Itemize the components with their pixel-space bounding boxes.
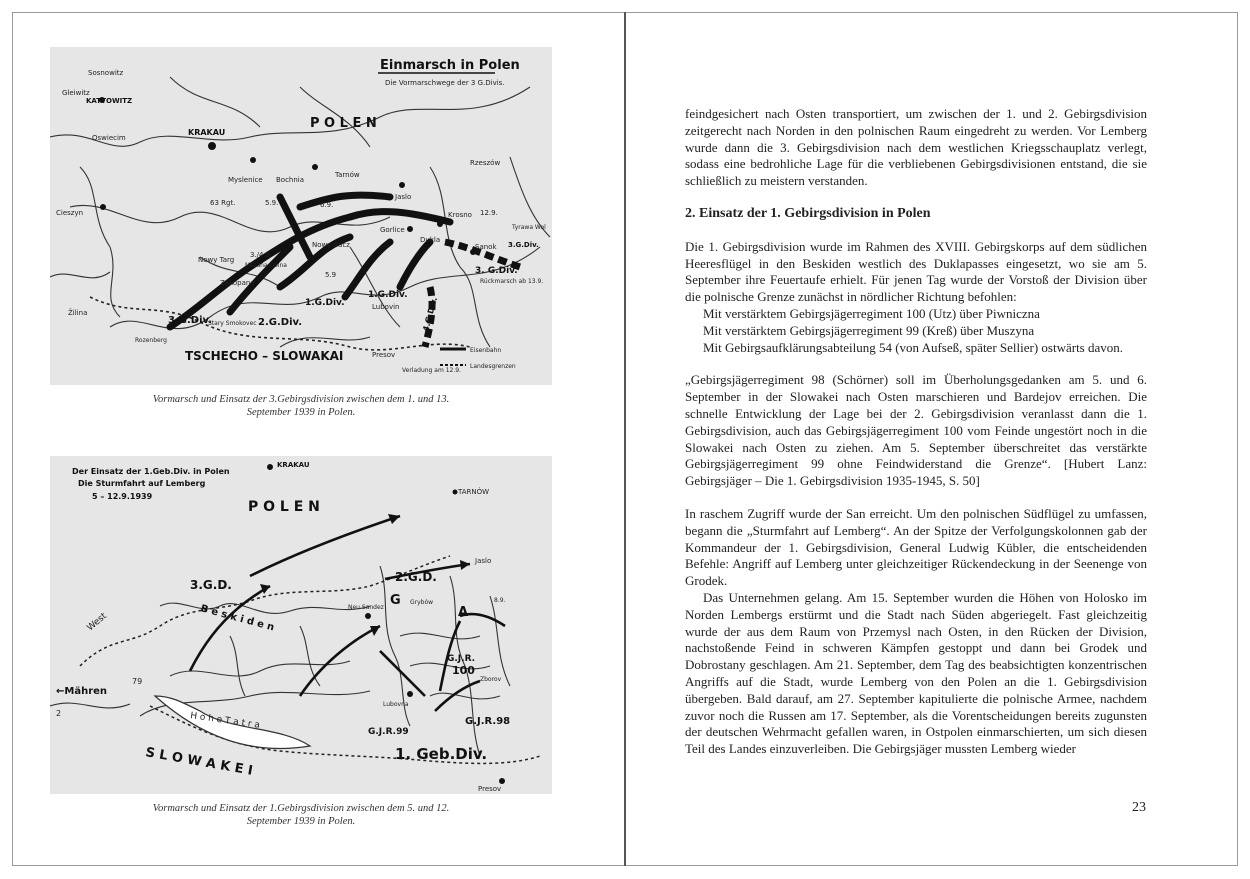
map1-label-rzeszow: Rzeszów [470, 159, 501, 167]
map1-label-bochnia: Bochnia [276, 176, 305, 184]
paragraph-san: In raschem Zugriff wurde der San erreicht. Um den polnischen Südflügel zu umfassen, begann die „Sturmfahrt auf Lemberg“. An der Spitze der Verfolgungskolonnen gab der Kommandeur der 1. Gebirgsdivision, General Ludwig Kübler, die entscheidenden Befehle: Angriff auf Lemberg unter gleichzeitiger Rückendeckung in der Seenenge von Grodek. [685, 505, 1147, 589]
map1-label-div1b: 1.G.Div. [368, 290, 408, 300]
section-heading: 2. Einsatz der 1. Gebirgsdivision in Polen [685, 205, 931, 221]
map1-label-oswiecim: Oswiecim [92, 134, 126, 142]
map1-label-jaslo: Jaslo [395, 193, 412, 201]
map1-legend-border: Landesgrenzen [470, 363, 516, 370]
map1-label-div1: 1.G.Div. [305, 298, 345, 308]
map1-label-date2: 6.9. [320, 201, 334, 209]
paragraph-continuation: feindgesichert nach Osten transportiert, um zwischen der 1. und 2. Gebirgsdivision zeitgerecht nach Norden in den polnischen Raum eingedreht zu werden. Vor Lemberg wurde dann die 3. Gebirgsdivision nach dem westlichen Kriegsschauplatz verlegt, sodass eine bedrohliche Lage für die verbliebenen Gebirgsdivisionen entstand, die sie schließlich zu meistern verstanden. [685, 106, 1147, 189]
map2-label-a: A [458, 605, 469, 620]
map2-label-grybow: Grybów [410, 599, 434, 606]
map2-label-gd2: 2.G.D. [395, 570, 437, 584]
map1-label-date1: 5.9. [265, 199, 279, 207]
map2-drawing [50, 456, 552, 794]
map2-label-tarnow: TARNÓW [458, 488, 490, 496]
map2-title-line1: Der Einsatz der 1.Geb.Div. in Polen [72, 467, 230, 476]
map2-title-line2: Die Sturmfahrt auf Lemberg [78, 479, 206, 488]
map2-title-line3: 5 – 12.9.1939 [92, 492, 153, 501]
page-number: 23 [1132, 800, 1146, 815]
map2-label-hohetatra: H o h e T a t r a [189, 711, 261, 731]
map1-label-div3: 3. G.Div. [475, 266, 518, 276]
map2-label-zborov: Zborov [480, 676, 502, 683]
list-item: Mit verstärktem Gebirgsjägerregiment 99 (Kreß) über Muszyna [703, 322, 1035, 338]
map2-label-maehren: ←Mähren [56, 686, 108, 697]
map1-label-rgt: 63 Rgt. [210, 199, 236, 207]
map1-label-sosnowitz: Sosnowitz [88, 69, 124, 77]
map1-label-zakopane: Zakopane [220, 279, 255, 287]
map1-title: Einmarsch in Polen [380, 58, 520, 73]
map2-label-beskiden: B e s k i d e n [199, 603, 276, 634]
map2-label-krakau: KRAKAU [277, 461, 310, 469]
map2-label-gjr100b: 100 [452, 664, 475, 677]
map2-label-79: 79 [132, 677, 143, 686]
map2-label-lubovna: Lubovna [383, 701, 409, 708]
map1-label-myslenice: Myslenice [228, 176, 263, 184]
map2-label-geb1: 1. Geb.Div. [395, 745, 488, 763]
map1-label-zilina: Žilina [68, 309, 88, 317]
map1-legend-rail: Eisenbahn [470, 347, 502, 354]
map1-label-sanok: Sanok [475, 243, 497, 251]
map1-label-dukla: Dukla [420, 236, 441, 244]
map2-label-gd3: 3.G.D. [190, 578, 232, 592]
map1-label-tschecho: TSCHECHO – SLOWAKAI [185, 349, 344, 363]
map1-label-kattowitz: KATTOWITZ [86, 97, 133, 105]
map2-label-gjr99: G.J.R.99 [368, 727, 409, 737]
map1-label-date3: 3./4.9. [250, 251, 273, 259]
map2-label-gjr98: G.J.R.98 [465, 716, 511, 727]
map2-label-west: West [85, 611, 109, 634]
map2-label-polen: P O L E N [248, 499, 320, 515]
map1-label-presov: Presov [372, 351, 396, 359]
map1-label-polen: P O L E N [310, 116, 377, 131]
page-gutter [624, 12, 626, 866]
map1-subtitle: Die Vormarschwege der 3 G.Divis. [385, 79, 505, 87]
map1-label-verladung: Verladung am 12.9. [402, 367, 461, 374]
map1-label-novytarg: Nowy Targ [198, 256, 235, 264]
body-text [685, 106, 1147, 758]
list-item: Mit Gebirgsaufklärungsabteilung 54 (von Aufseß, später Sellier) ostwärts davon. [703, 339, 1124, 355]
map1-label-cieszyn: Cieszyn [56, 209, 84, 217]
map1-label-div4: 4.G.Div. [421, 296, 440, 333]
map1-label-gorlice: Gorlice [380, 226, 405, 234]
map2-label-gjr100a: G.J.R. [447, 654, 476, 664]
paragraph-intro: Die 1. Gebirgsdivision wurde im Rahmen des XVIII. Gebirgskorps auf dem südlichen Heeresflügel in den Beskiden westlich des Duklapasses eingesetzt, wo sie am 5. September ihre Feuertaufe erhielt. Für jenen Tag wurde der Vorstoß der Division über die polnische Grenze zunächst in nördlicher Richtung befohlen: [685, 238, 1147, 305]
map1-label-div2: 2.G.Div. [258, 317, 302, 328]
map1-label-div3b: 3.G.Div. [508, 241, 539, 249]
map1-label-krakau: KRAKAU [188, 128, 226, 137]
paragraph-quote: „Gebirgsjägerregiment 98 (Schörner) soll im Überholungsgedanken am 5. und 6. September in der Slowakei nach Osten marschieren und Bardejov erreichen. Die schnelle Entwicklung der Lage bei der 2. Gebirgsdivision veranlasst dann die 1. Gebirgsdivision, auch das Gebirgsjägerregiment 100 vom Feinde ungestört noch in die Slowakei nach Osten zu ziehen. Am 5. September überschreitet das verstärkte Gebirgsjägerregiment 99 ohne Feindwiderstand die Grenze“. [Hubert Lanz: Gebirgsjäger – Die 1. Gebirgsdivision 1935-1945, S. 50] [685, 372, 1147, 489]
list-item: Mit verstärktem Gebirgsjägerregiment 100 (Utz) über Piwniczna [703, 305, 1040, 321]
map1-label-lubovin: Lubovin [372, 303, 400, 311]
map1-label-krosno: Krosno [448, 211, 472, 219]
map1-label-tyrawa: Tyrawa Wol [512, 224, 546, 231]
map2-label-nowysandez: Neu Sandez [348, 604, 384, 611]
map-einmarsch-polen [50, 47, 552, 385]
map2-label-slowakei: S L O W A K E I [144, 745, 254, 779]
map2-label-jaslo: Jaslo [475, 557, 492, 565]
caption-map2: Vormarsch und Einsatz der 1.Gebirgsdivision zwischen dem 5. und 12. September 1939 in Polen. [152, 803, 450, 827]
map1-label-stary: Stary Smokovec [208, 320, 257, 327]
caption-map1: Vormarsch und Einsatz der 3.Gebirgsdivision zwischen dem 1. und 13. September 1939 in Polen. [152, 394, 450, 418]
map1-label-nowysacz: Nowy Sacz [312, 241, 350, 249]
paragraph-lemberg: Das Unternehmen gelang. Am 15. September wurden die Höhen von Holosko im Norden Lembergs erstürmt und die Stadt nach Süden abgeriegelt. Fast gleichzeitig wurde der aus dem Raum von Przemysl nach Osten, in den Rücken der Division, nachstoßende Feind in schweren Kämpfen gestoppt und dann bei Grodek und Dobrostany geschlagen. Am 21. September, dem Tag des beabsichtigten konzentrischen Angriffs auf die Stadt, wurde Lemberg von den Polen an die 1. Gebirgsdivision übergeben. Bald darauf, am 27. September kapitulierte die polnische Armee, nachdem zuvor noch die Russen am 17. September, als die Vorentscheidungen bereits zugunsten der deutschen Wehrmacht gefallen waren, in Ostpolen einmarschierten, um sich diesen Teil des Landes einzuverleiben. Die Gebirgsjäger mussten Lemberg wieder [685, 589, 1147, 757]
map1-label-date5: 5.9 [325, 271, 337, 279]
map1-label-mszana: Mszana Dolna [245, 262, 287, 269]
map2-label-presov: Presov [478, 785, 502, 793]
map1-label-date4: 12.9. [480, 209, 498, 217]
map-einsatz-1-geb-div [50, 456, 552, 794]
map2-label-2: 2 [56, 709, 62, 718]
map1-drawing [50, 47, 552, 385]
map1-label-gleiwitz: Gleiwitz [62, 89, 90, 97]
map2-label-date89: 8.9. [494, 597, 506, 604]
map1-label-rozenberg: Rozenberg [135, 337, 167, 344]
map2-label-g: G [390, 593, 401, 608]
map1-label-tarnow: Tarnów [335, 171, 360, 179]
map1-label-ruck: Rückmarsch ab 13.9. [480, 278, 544, 285]
map1-label-div3-south: 3.G.Div. [168, 315, 212, 326]
